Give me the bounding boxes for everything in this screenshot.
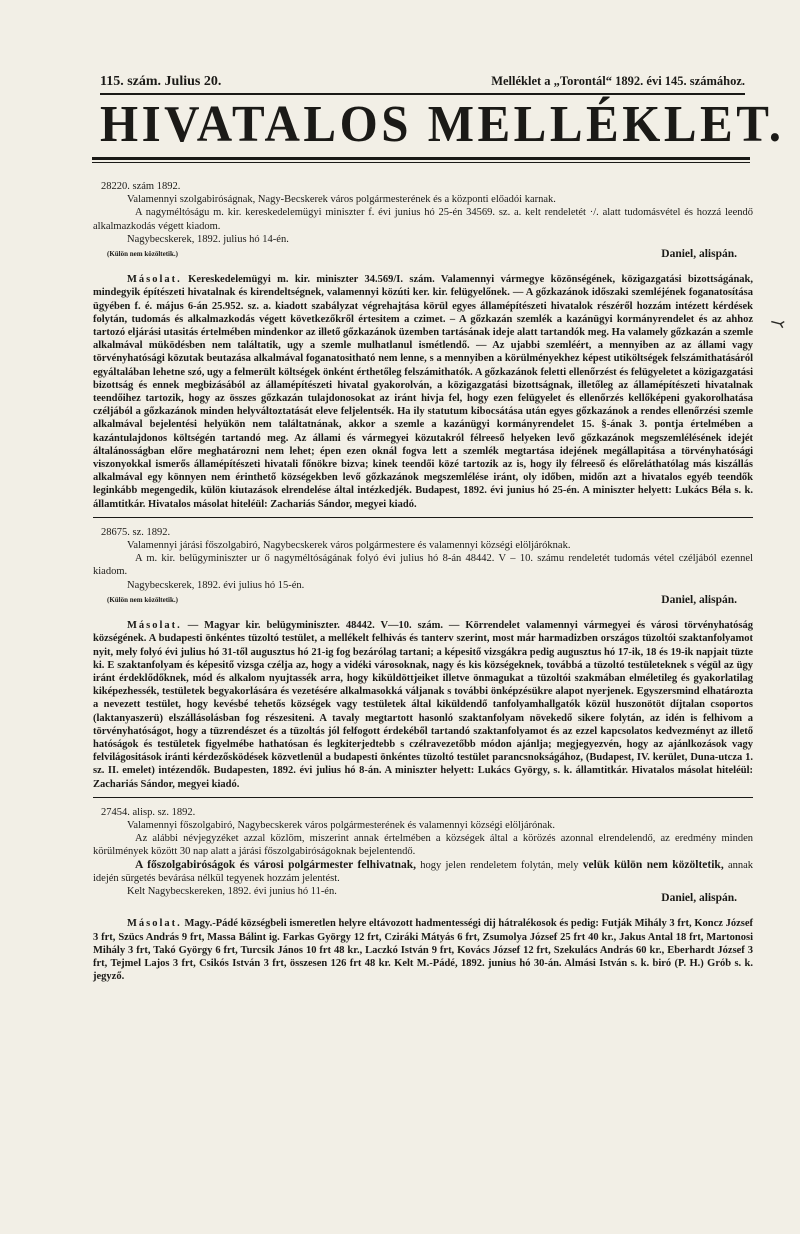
margin-mark-icon: ⤙ bbox=[767, 311, 788, 335]
copy-text: Magy.-Pádé községbeli ismeretlen helyre eltávozott hadmentességi dij hátralékosok és pedig: Futják Mihály 3 frt, Koncz József 3 frt, Szücs András 9 frt, Massa Bálint ig. Farkas György 12 frt, Cziráki Mátyás 6 frt, Zsumolya József 25 frt 40 kr., Jakus Antal 18 frt, Martonosi Mihály 3 frt, Takó György 6 frt, Turcsik János 10 frt 48 kr., Laczkó István 9 frt, Kovács József 12 frt, Szekulács András 60 kr., Eberhardt József 3 frt, Tejmel Lajos 3 frt, Csikós István 3 frt, összesen 126 frt 48 kr. Kelt M.-Pádé, 1892. junius hó 30-án. Almási István s. k. biró (P. H.) Grób s. k. jegyző. bbox=[93, 918, 753, 983]
title-rule-thick bbox=[92, 157, 750, 160]
bold-line-2: velük külön nem közöltetik, bbox=[582, 858, 724, 871]
section-place-date: Nagybecskerek, 1892. évi julius hó 15-én. bbox=[127, 579, 305, 591]
section-copy bbox=[93, 273, 753, 511]
signature-row bbox=[93, 592, 753, 607]
issue-line: 115. szám. Julius 20. bbox=[100, 74, 222, 89]
masthead bbox=[100, 74, 745, 95]
section-copy bbox=[93, 619, 753, 791]
bold-line-2-rest: annak idején sürgetés bevárása nélkül tegyenek hozzám jelentést. bbox=[93, 859, 754, 884]
section-address: Valamennyi járási főszolgabiró, Nagybecskerek város polgármestere és valamennyi községi elöljáróknak. bbox=[127, 540, 571, 552]
section-signature: Daniel, alispán. bbox=[661, 248, 737, 261]
section-number: 27454. alisp. sz. 1892. bbox=[101, 806, 196, 818]
section-note: (Külön nem közöltetik.) bbox=[107, 595, 178, 604]
section-divider bbox=[93, 517, 753, 518]
section-3 bbox=[93, 806, 753, 984]
bold-line: A főszolgabiróságok és városi polgármester felhivatnak, bbox=[135, 858, 417, 871]
section-text: A nagyméltóságu m. kir. kereskedelemügyi miniszter f. évi junius hó 25-én 34569. sz. a. kelt rendeletét ·/. alatt tudomásvétel és hozzá leendő alkalmazkodás végett kiadom. bbox=[93, 207, 753, 232]
copy-text: Kereskedelemügyi m. kir. miniszter 34.569/I. szám. Valamennyi vármegye közönségének, közigazgatási bizottságának, mindegyik építészeti hivatalnak és kirendeltségnek, valamennyi közúti ker. kir. felügyelőnek. — A gőzkazánok időszaki szemléjének foganatosítása ügyében f. é. május 6-án 25.952. sz. a. kiadott szabályzat végrehajtása körül egyes államépítészeti hivatalok részéről hozzám intézett kérdések folytán, tudomás és alkalmazkodás végett következőkről értesitem a czimet. – A gőzkazán szemlék a kazánügyi kormányrendelet és az ahhoz tartozó eljárási utasitás értelmében mindenkor az illető gőzkazánok üzemben tartásának ideje alatt tartandók meg. Ha valamely gőzkazán a szemle alkalmával müködésben nem találtatik, ugy a szemle mulhatlanul ismétlendő. — Az ujabbi szemléért, a mennyiben az az állami vagy törvényhatósági közutak beutazása alkalmával foganatositható nem lenne, s a mennyiben a körülményekhez képest utiköltségek felszámithatásáról egyáltalában lehetne szó, ugy a felmerült költségek önként érthetőleg felszámithatók. A gőzkazánok feletti ellenőrzést és felügyeletet a közigazgatási bizottság és ennek megbizásából az államépítészeti hivatal gyakorolván, a közigazgatási bizottságnak, illetőleg az államépítészeti hivatalnak teendőihez tartozik, hogy az összes gőzkazán tulajdonosokat az iránt hivja fel, hogy ezen felügyelet és ellenőrzés kellőképeni gyakorolhatása czéljából a gőzkazánok minden helyváltoztatását eleve feljelentsék. Ha ily statutum kibocsátása után egyes gőzkazánok a rendes ellenőrzési szemle alkalmával bejelentési helyükön nem találtatnának, akkor a szemle a kazánügyi kormányrendelet 15. §-ának 3. pontja értelmében a kazántulajdonos költségén tartandó meg. Az állami és vármegyei közutakról félreeső helyeken levő gőzkazánok megszemlélésének idejét általánosságban előre meghatározni nem lehet; épen ezen oknál fogva lett a szemlék megtartása idejének megállapitása a törvényhatósági viszonyokkal ismerős államépítészeti hivatali főnökre bizva; kinek teendői közé tartozik az is, hogy ily félreeső és előreláthatólag más kiszállás alkalmával egy könnyen nem érinthető községekben levő gőzkazánok megszemlélése iránt, oly időben, midőn azt a hivatalos egyéb teendők leginkább megengedik, külön kiutazások elrendelése által intézkedjék. Budapest, 1892. évi junius hó 25-én. A miniszter helyett: Lukács Béla s. k. államtitkár. Hivatalos másolat hiteléül: Zachariás Sándor, megyei kiadó. bbox=[93, 274, 753, 510]
section-signature: Daniel, alispán. bbox=[661, 593, 737, 606]
signature-row bbox=[93, 246, 753, 261]
section-number: 28675. sz. 1892. bbox=[101, 526, 171, 538]
bold-line-rest: hogy jelen rendeletem folytán, mely bbox=[420, 859, 579, 871]
section-signature: Daniel, alispán. bbox=[661, 892, 737, 905]
supplement-reference: Melléklet a „Torontál“ 1892. évi 145. számához. bbox=[491, 74, 745, 88]
section-number: 28220. szám 1892. bbox=[101, 181, 181, 192]
copy-label: Másolat. bbox=[127, 620, 182, 632]
section-address: Valamennyi szolgabiróságnak, Nagy-Becskerek város polgármesterének és a központi előadói karnak. bbox=[127, 194, 556, 206]
section-text: A m. kir. belügyminiszter ur ő nagyméltóságának folyó évi julius hó 8-án 48442. V – 10. számu rendeletét tudomás vétel czéljából ezennel kiadom. bbox=[93, 553, 753, 578]
section-copy bbox=[93, 917, 753, 983]
section-address: Valamennyi főszolgabiró, Nagybecskerek város polgármesterének és valamennyi községi elöljárónak. bbox=[127, 819, 556, 831]
section-place-date: Nagybecskerek, 1892. julius hó 14-én. bbox=[127, 233, 289, 245]
section-place-date: Kelt Nagybecskereken, 1892. évi junius hó 11-én. bbox=[127, 885, 337, 897]
section-note: (Külön nem közöltetik.) bbox=[107, 250, 178, 259]
section-2 bbox=[93, 526, 753, 791]
document-body bbox=[93, 180, 753, 983]
copy-label: Másolat. bbox=[127, 918, 182, 930]
section-divider bbox=[93, 797, 753, 798]
copy-text: — Magyar kir. belügyminiszter. 48442. V—10. szám. — Körrendelet valamennyi vármegyei és városi törvényhatóság községének. A budapesti önkéntes tüzoltó testület, a mellékelt felhivás és tanterv szerint, most már harmadizben országos tüzoltói szaktanfolyamot nyit, mely folyó évi julius hó 31-től augusztus hó 21-ig fog bezárólag tartani; a képesitő vizsgákra pedig augusztus hó 17-ik, 18 és 19-ik napjait tüzte ki. E szaktanfolyam és képesitő vizsga czélja az, hogy a vidéki városoknak, nagy és kis községeknek, továbbá a tüzoltó testületeknek s végül az ügy iránt érdeklődőknek, mód és alkalom nyujtassék arra, hogy kiküldöttjeiket illetve önmagukat a tüzoltói szakmában elméletileg és gyakorlatilag kiképezhessék, testületek begyakorlására és vezetésére alkalmasokká váljanak s további önképzésükre alapot nyerjenek. Egyszersmind elhatározta a nevezett testület, hogy kevésbé tehetős községek vagy testületek által kiküldendő tanfolyamhallgatók közül huszonötöt díjtalan csoportos (laktanyaszerü) elszállásolásban fog részesiteni. A tavaly megtartott hasonló szaktanfolyam növekedő sikere folytán, az idén is felhivom a törvényhatóságot, hogy a tüzrendészet és a tüzoltás jól felfogott érdekéből tartandó szaktanfolyamot és az ezzel kapcsolatos kedvezményt az illető hatóságok és testületek figyelmébe hathatósan és legkiterjedtebb s czélravezetőbb módon ajánlja; megjegyezvén, hogy az ajánlkozások vagy felvilágositások iránti kérdezősködések közvetlenül a budapesti önkéntes tüzoltó testület parancsnokságához, (Budapest, IV. kerület, Duna-utcza 1. sz. II. emelet) intézendők. Budapesten, 1892. évi julius hó 8-án. A miniszter helyett: Lukács György, s. k. államtitkár. Hivatalos másolat hiteléül: Zachariás Sándor, megyei kiadó. bbox=[93, 620, 753, 790]
section-1 bbox=[93, 180, 753, 511]
page-title: HIVATALOS MELLÉKLET. bbox=[100, 94, 785, 153]
section-bold-paragraph bbox=[93, 859, 753, 885]
copy-label: Másolat. bbox=[127, 274, 182, 286]
section-text: Az alábbi névjegyzéket azzal közlöm, miszerint annak értelmében a községek által a körözés azonnal elrendelendő, az eredmény minden körülmények között 30 nap alatt a járási főszolgabiróságoknak bejelentendő. bbox=[93, 833, 753, 858]
title-rule-thin bbox=[92, 162, 750, 163]
